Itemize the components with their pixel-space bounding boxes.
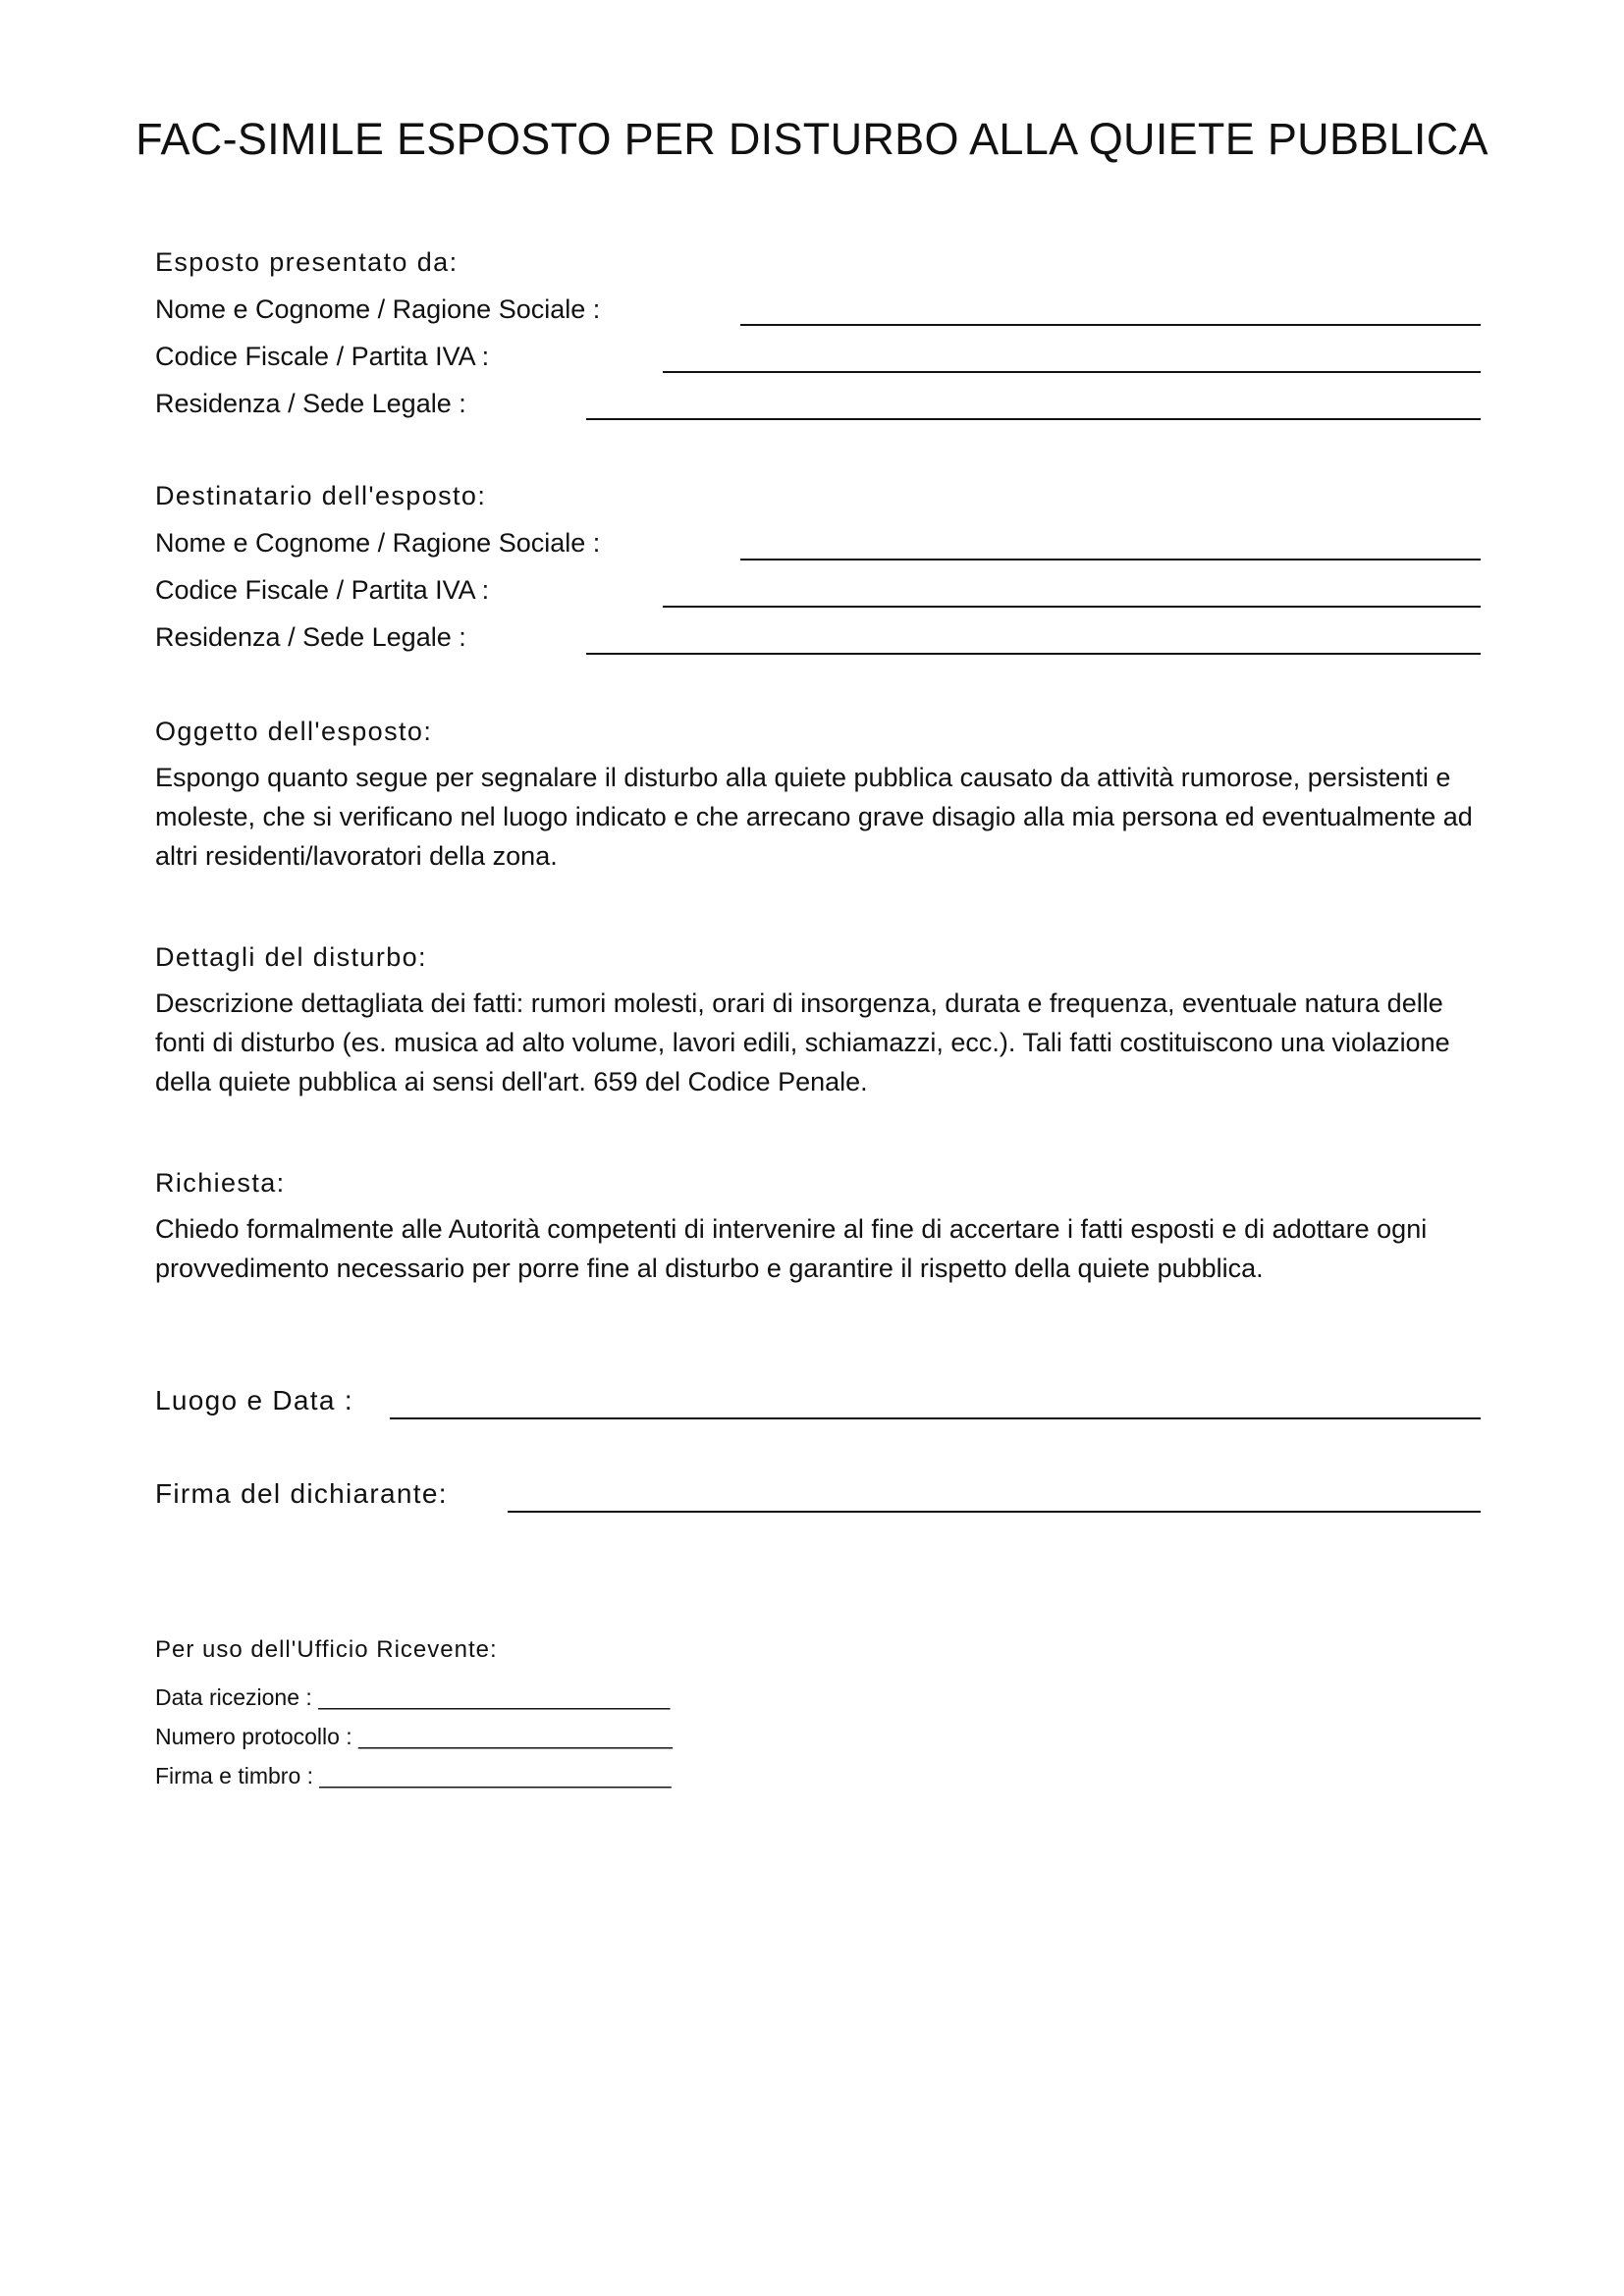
recipient-section-heading: Destinatario dell'esposto: <box>155 481 487 510</box>
recipient-tax-code-field[interactable] <box>663 606 1481 608</box>
sender-name-label: Nome e Cognome / Ragione Sociale : <box>155 294 601 324</box>
protocol-number-field[interactable]: Numero protocollo : _________________________ <box>155 1724 673 1749</box>
recipient-name-label: Nome e Cognome / Ragione Sociale : <box>155 528 601 558</box>
recipient-name-field[interactable] <box>740 559 1481 561</box>
document-title: FAC-SIMILE ESPOSTO PER DISTURBO ALLA QUIETE PUBBLICA <box>135 114 1489 164</box>
sender-name-field[interactable] <box>740 324 1481 326</box>
place-date-label: Luogo e Data : <box>155 1385 353 1415</box>
recipient-residence-label: Residenza / Sede Legale : <box>155 622 466 652</box>
sender-residence-label: Residenza / Sede Legale : <box>155 389 466 418</box>
details-section-heading: Dettagli del disturbo: <box>155 942 427 972</box>
subject-paragraph: Espongo quanto segue per segnalare il disturbo alla quiete pubblica causato da attività rumorose, persistenti e moleste, che si verificano nel luogo indicato e che arrecano grave disagio alla mia persona ed eventualmente ad altri residenti/lavoratori della zona. <box>155 763 1473 871</box>
recipient-tax-code-label: Codice Fiscale / Partita IVA : <box>155 575 490 605</box>
recipient-residence-field[interactable] <box>586 653 1481 655</box>
receipt-date-field[interactable]: Data ricezione : ____________________________ <box>155 1684 671 1710</box>
office-signature-stamp-field[interactable]: Firma e timbro : ____________________________ <box>155 1763 672 1789</box>
request-section-heading: Richiesta: <box>155 1168 286 1198</box>
signature-field[interactable] <box>508 1511 1481 1513</box>
subject-section-heading: Oggetto dell'esposto: <box>155 717 433 746</box>
office-section-heading: Per uso dell'Ufficio Ricevente: <box>155 1636 498 1663</box>
place-date-field[interactable] <box>390 1417 1481 1419</box>
sender-tax-code-label: Codice Fiscale / Partita IVA : <box>155 342 490 371</box>
sender-residence-field[interactable] <box>586 418 1481 420</box>
sender-section-heading: Esposto presentato da: <box>155 247 459 277</box>
details-paragraph: Descrizione dettagliata dei fatti: rumori molesti, orari di insorgenza, durata e frequenza, eventuale natura delle fonti di disturbo (es. musica ad alto volume, lavori edili, schiamazzi, ecc.). Tali fatti costituiscono una violazione della quiete pubblica ai sensi dell'art. 659 del Codice Penale. <box>155 988 1450 1096</box>
request-paragraph: Chiedo formalmente alle Autorità competenti di intervenire al fine di accertare i fatti esposti e di adottare ogni provvedimento necessario per porre fine al disturbo e garantire il rispetto della quiete pubblica. <box>155 1214 1428 1283</box>
signature-label: Firma del dichiarante: <box>155 1478 448 1509</box>
sender-tax-code-field[interactable] <box>663 371 1481 373</box>
